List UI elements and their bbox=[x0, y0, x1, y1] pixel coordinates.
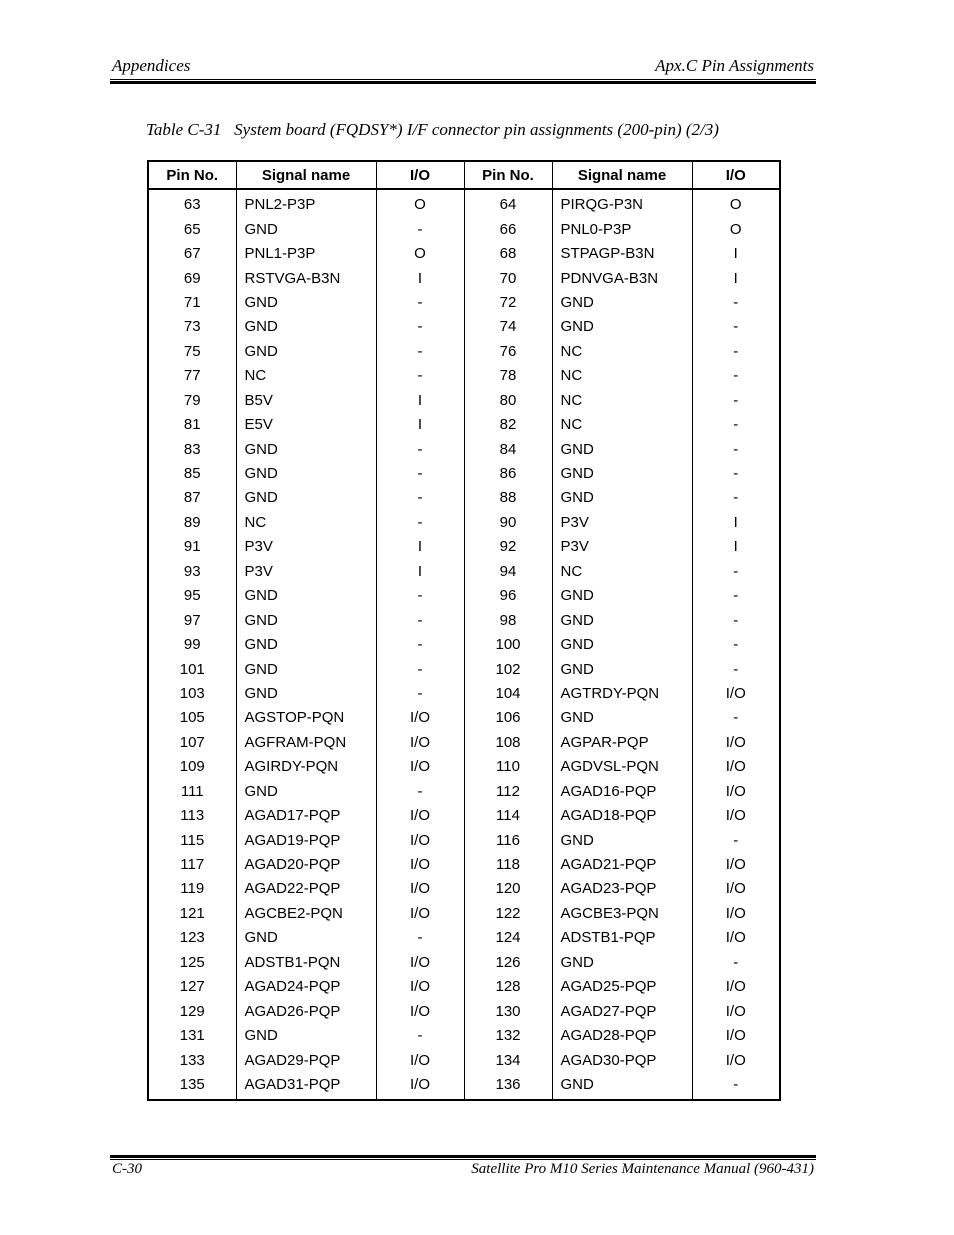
pin-number-cell: 103 bbox=[179, 684, 205, 702]
signal-name-cell: GND bbox=[552, 584, 692, 608]
pin-number-cell: 122 bbox=[464, 902, 552, 926]
pin-number-cell: 128 bbox=[464, 975, 552, 999]
pin-number-cell: 106 bbox=[464, 706, 552, 730]
pin-number-cell: 65 bbox=[183, 220, 201, 238]
pin-number-cell: 89 bbox=[183, 513, 201, 531]
signal-name-cell: GND bbox=[552, 951, 692, 975]
pin-number-cell: 127 bbox=[179, 978, 205, 996]
io-cell: - bbox=[692, 486, 780, 510]
pin-number-cell: 126 bbox=[464, 951, 552, 975]
pin-number-cell: 121 bbox=[179, 904, 205, 922]
signal-name-cell: RSTVGA-B3N bbox=[236, 266, 376, 290]
io-cell: - bbox=[692, 560, 780, 584]
table-row bbox=[148, 951, 780, 975]
io-cell: I/O bbox=[376, 877, 464, 901]
io-cell: I/O bbox=[692, 853, 780, 877]
table-row bbox=[148, 902, 780, 926]
pin-number-cell: 81 bbox=[183, 416, 201, 434]
pin-number-cell: 124 bbox=[464, 926, 552, 950]
signal-name-cell: AGPAR-PQP bbox=[552, 731, 692, 755]
table-row bbox=[148, 828, 780, 852]
table-body bbox=[148, 189, 780, 1100]
signal-name-cell: GND bbox=[552, 828, 692, 852]
io-cell: I/O bbox=[376, 804, 464, 828]
signal-name-cell: GND bbox=[552, 291, 692, 315]
io-cell: - bbox=[692, 364, 780, 388]
signal-name-cell: AGIRDY-PQN bbox=[236, 755, 376, 779]
table-row bbox=[148, 389, 780, 413]
column-header-pin-no: Pin No. bbox=[148, 161, 236, 189]
signal-name-cell: AGAD30-PQP bbox=[552, 1048, 692, 1072]
signal-name-cell: GND bbox=[236, 437, 376, 461]
io-cell: I/O bbox=[692, 975, 780, 999]
header-rule bbox=[110, 79, 816, 84]
signal-name-cell: AGAD23-PQP bbox=[552, 877, 692, 901]
io-cell: I/O bbox=[376, 1048, 464, 1072]
signal-name-cell: AGAD25-PQP bbox=[552, 975, 692, 999]
signal-name-cell: GND bbox=[552, 633, 692, 657]
table-row bbox=[148, 291, 780, 315]
pin-number-cell: 118 bbox=[464, 853, 552, 877]
column-header-signal-name: Signal name bbox=[236, 161, 376, 189]
pin-number-cell: 131 bbox=[179, 1027, 205, 1045]
signal-name-cell: P3V bbox=[236, 560, 376, 584]
signal-name-cell: GND bbox=[236, 1024, 376, 1048]
signal-name-cell: PDNVGA-B3N bbox=[552, 266, 692, 290]
pin-number-cell: 69 bbox=[183, 269, 201, 287]
signal-name-cell: GND bbox=[552, 657, 692, 681]
io-cell: - bbox=[692, 389, 780, 413]
table-row bbox=[148, 462, 780, 486]
io-cell: - bbox=[692, 706, 780, 730]
io-cell: I/O bbox=[692, 804, 780, 828]
signal-name-cell: GND bbox=[236, 780, 376, 804]
page-number: C-30 bbox=[112, 1161, 142, 1177]
pin-number-cell: 87 bbox=[183, 489, 201, 507]
signal-name-cell: GND bbox=[236, 633, 376, 657]
pin-number-cell: 75 bbox=[183, 342, 201, 360]
signal-name-cell: AGAD19-PQP bbox=[236, 828, 376, 852]
pin-number-cell: 132 bbox=[464, 1024, 552, 1048]
io-cell: - bbox=[692, 413, 780, 437]
signal-name-cell: AGTRDY-PQN bbox=[552, 682, 692, 706]
signal-name-cell: GND bbox=[552, 315, 692, 339]
pin-number-cell: 134 bbox=[464, 1048, 552, 1072]
table-row bbox=[148, 486, 780, 510]
pin-number-cell: 79 bbox=[183, 391, 201, 409]
pin-number-cell: 64 bbox=[464, 189, 552, 217]
io-cell: - bbox=[692, 291, 780, 315]
io-cell: - bbox=[376, 437, 464, 461]
table-row bbox=[148, 189, 780, 217]
io-cell: I/O bbox=[692, 1024, 780, 1048]
table-row bbox=[148, 1073, 780, 1100]
io-cell: I/O bbox=[376, 975, 464, 999]
signal-name-cell: NC bbox=[236, 511, 376, 535]
io-cell: - bbox=[692, 584, 780, 608]
pin-number-cell: 109 bbox=[179, 758, 205, 776]
pin-number-cell: 80 bbox=[464, 389, 552, 413]
signal-name-cell: ADSTB1-PQP bbox=[552, 926, 692, 950]
table-row bbox=[148, 731, 780, 755]
column-header-signal-name: Signal name bbox=[552, 161, 692, 189]
pin-number-cell: 97 bbox=[183, 611, 201, 629]
io-cell: - bbox=[376, 1024, 464, 1048]
io-cell: I/O bbox=[376, 999, 464, 1023]
table-row bbox=[148, 1048, 780, 1072]
io-cell: I bbox=[692, 242, 780, 266]
signal-name-cell: STPAGP-B3N bbox=[552, 242, 692, 266]
pin-number-cell: 83 bbox=[183, 440, 201, 458]
column-header-io: I/O bbox=[376, 161, 464, 189]
signal-name-cell: AGAD18-PQP bbox=[552, 804, 692, 828]
pin-number-cell: 102 bbox=[464, 657, 552, 681]
io-cell: - bbox=[376, 682, 464, 706]
pin-number-cell: 82 bbox=[464, 413, 552, 437]
io-cell: I/O bbox=[692, 755, 780, 779]
signal-name-cell: GND bbox=[236, 682, 376, 706]
io-cell: - bbox=[376, 486, 464, 510]
column-header-io: I/O bbox=[692, 161, 780, 189]
signal-name-cell: GND bbox=[236, 217, 376, 241]
pin-number-cell: 95 bbox=[183, 587, 201, 605]
pin-number-cell: 107 bbox=[179, 733, 205, 751]
pin-number-cell: 90 bbox=[464, 511, 552, 535]
io-cell: - bbox=[692, 633, 780, 657]
table-header-row bbox=[148, 161, 780, 189]
io-cell: - bbox=[692, 340, 780, 364]
signal-name-cell: GND bbox=[236, 608, 376, 632]
signal-name-cell: AGAD24-PQP bbox=[236, 975, 376, 999]
table-row bbox=[148, 217, 780, 241]
signal-name-cell: PIRQG-P3N bbox=[552, 189, 692, 217]
pin-number-cell: 98 bbox=[464, 608, 552, 632]
io-cell: I/O bbox=[692, 731, 780, 755]
io-cell: - bbox=[692, 437, 780, 461]
io-cell: I bbox=[376, 389, 464, 413]
pin-number-cell: 100 bbox=[464, 633, 552, 657]
signal-name-cell: PNL2-P3P bbox=[236, 189, 376, 217]
signal-name-cell: AGAD20-PQP bbox=[236, 853, 376, 877]
io-cell: - bbox=[692, 608, 780, 632]
io-cell: - bbox=[376, 462, 464, 486]
io-cell: I/O bbox=[376, 951, 464, 975]
pin-number-cell: 117 bbox=[180, 856, 205, 874]
signal-name-cell: GND bbox=[552, 1073, 692, 1100]
pin-number-cell: 113 bbox=[180, 807, 205, 825]
table-row bbox=[148, 340, 780, 364]
signal-name-cell: GND bbox=[552, 462, 692, 486]
signal-name-cell: NC bbox=[552, 560, 692, 584]
signal-name-cell: GND bbox=[552, 706, 692, 730]
signal-name-cell: GND bbox=[236, 657, 376, 681]
signal-name-cell: P3V bbox=[552, 535, 692, 559]
pin-number-cell: 67 bbox=[183, 245, 201, 263]
signal-name-cell: AGAD16-PQP bbox=[552, 780, 692, 804]
pin-number-cell: 88 bbox=[464, 486, 552, 510]
io-cell: I/O bbox=[692, 1048, 780, 1072]
pin-number-cell: 116 bbox=[464, 828, 552, 852]
io-cell: - bbox=[692, 951, 780, 975]
pin-number-cell: 123 bbox=[179, 929, 205, 947]
signal-name-cell: GND bbox=[236, 462, 376, 486]
table-row bbox=[148, 755, 780, 779]
pin-number-cell: 86 bbox=[464, 462, 552, 486]
pin-number-cell: 96 bbox=[464, 584, 552, 608]
pin-number-cell: 63 bbox=[183, 196, 201, 214]
io-cell: - bbox=[376, 217, 464, 241]
io-cell: - bbox=[376, 608, 464, 632]
pin-number-cell: 108 bbox=[464, 731, 552, 755]
io-cell: - bbox=[376, 633, 464, 657]
pin-number-cell: 135 bbox=[179, 1075, 205, 1093]
pin-number-cell: 130 bbox=[464, 999, 552, 1023]
io-cell: I/O bbox=[376, 731, 464, 755]
signal-name-cell: GND bbox=[552, 608, 692, 632]
signal-name-cell: AGAD27-PQP bbox=[552, 999, 692, 1023]
pin-number-cell: 78 bbox=[464, 364, 552, 388]
signal-name-cell: AGAD21-PQP bbox=[552, 853, 692, 877]
pin-number-cell: 105 bbox=[179, 709, 205, 727]
table-row bbox=[148, 1024, 780, 1048]
pin-number-cell: 110 bbox=[464, 755, 552, 779]
pin-number-cell: 104 bbox=[464, 682, 552, 706]
io-cell: - bbox=[376, 926, 464, 950]
pin-number-cell: 66 bbox=[464, 217, 552, 241]
pin-number-cell: 77 bbox=[183, 367, 201, 385]
io-cell: O bbox=[376, 242, 464, 266]
signal-name-cell: GND bbox=[236, 584, 376, 608]
io-cell: - bbox=[376, 340, 464, 364]
table-row bbox=[148, 242, 780, 266]
table-caption: Table C-31 System board (FQDSY*) I/F connector pin assignments (200-pin) (2/3) bbox=[146, 120, 719, 139]
pin-number-cell: 125 bbox=[179, 953, 205, 971]
io-cell: - bbox=[376, 511, 464, 535]
pin-number-cell: 84 bbox=[464, 437, 552, 461]
pin-number-cell: 73 bbox=[183, 318, 201, 336]
table-row bbox=[148, 560, 780, 584]
table-row bbox=[148, 682, 780, 706]
pin-number-cell: 99 bbox=[183, 636, 201, 654]
signal-name-cell: AGAD22-PQP bbox=[236, 877, 376, 901]
signal-name-cell: NC bbox=[552, 340, 692, 364]
pin-number-cell: 72 bbox=[464, 291, 552, 315]
signal-name-cell: NC bbox=[552, 364, 692, 388]
signal-name-cell: PNL1-P3P bbox=[236, 242, 376, 266]
io-cell: I/O bbox=[692, 926, 780, 950]
io-cell: I bbox=[376, 535, 464, 559]
signal-name-cell: AGSTOP-PQN bbox=[236, 706, 376, 730]
signal-name-cell: P3V bbox=[236, 535, 376, 559]
signal-name-cell: AGCBE2-PQN bbox=[236, 902, 376, 926]
signal-name-cell: AGAD29-PQP bbox=[236, 1048, 376, 1072]
io-cell: I bbox=[692, 266, 780, 290]
io-cell: I bbox=[376, 560, 464, 584]
signal-name-cell: AGAD17-PQP bbox=[236, 804, 376, 828]
io-cell: I bbox=[376, 413, 464, 437]
pin-number-cell: 133 bbox=[179, 1051, 205, 1069]
signal-name-cell: GND bbox=[552, 486, 692, 510]
pin-number-cell: 114 bbox=[464, 804, 552, 828]
io-cell: - bbox=[692, 462, 780, 486]
signal-name-cell: AGAD28-PQP bbox=[552, 1024, 692, 1048]
pin-number-cell: 111 bbox=[180, 782, 204, 800]
table-row bbox=[148, 535, 780, 559]
signal-name-cell: B5V bbox=[236, 389, 376, 413]
pin-number-cell: 136 bbox=[464, 1073, 552, 1100]
io-cell: O bbox=[692, 189, 780, 217]
signal-name-cell: AGAD31-PQP bbox=[236, 1073, 376, 1100]
pin-number-cell: 92 bbox=[464, 535, 552, 559]
header-chapter-title: Apx.C Pin Assignments bbox=[655, 56, 814, 75]
pin-number-cell: 70 bbox=[464, 266, 552, 290]
signal-name-cell: GND bbox=[236, 926, 376, 950]
column-header-pin-no: Pin No. bbox=[464, 161, 552, 189]
pin-number-cell: 129 bbox=[179, 1002, 205, 1020]
signal-name-cell: GND bbox=[236, 291, 376, 315]
table-row bbox=[148, 853, 780, 877]
io-cell: I bbox=[376, 266, 464, 290]
table-row bbox=[148, 315, 780, 339]
signal-name-cell: NC bbox=[552, 413, 692, 437]
table-row bbox=[148, 975, 780, 999]
table-row bbox=[148, 413, 780, 437]
pin-number-cell: 120 bbox=[464, 877, 552, 901]
table-row bbox=[148, 780, 780, 804]
pin-assignment-table bbox=[147, 160, 781, 1101]
io-cell: I/O bbox=[376, 706, 464, 730]
io-cell: I bbox=[692, 511, 780, 535]
table-row bbox=[148, 584, 780, 608]
io-cell: - bbox=[692, 828, 780, 852]
io-cell: I bbox=[692, 535, 780, 559]
table-row bbox=[148, 608, 780, 632]
table-row bbox=[148, 657, 780, 681]
pin-number-cell: 68 bbox=[464, 242, 552, 266]
io-cell: - bbox=[692, 1073, 780, 1100]
table-row bbox=[148, 877, 780, 901]
pin-number-cell: 101 bbox=[179, 660, 205, 678]
manual-title: Satellite Pro M10 Series Maintenance Manual (960-431) bbox=[471, 1161, 814, 1177]
pin-number-cell: 74 bbox=[464, 315, 552, 339]
pin-number-cell: 85 bbox=[183, 465, 201, 483]
pin-number-cell: 119 bbox=[180, 880, 205, 898]
signal-name-cell: GND bbox=[236, 486, 376, 510]
table-row bbox=[148, 926, 780, 950]
signal-name-cell: GND bbox=[236, 340, 376, 364]
table-row bbox=[148, 706, 780, 730]
pin-number-cell: 112 bbox=[464, 780, 552, 804]
signal-name-cell: ADSTB1-PQN bbox=[236, 951, 376, 975]
io-cell: I/O bbox=[376, 1073, 464, 1100]
io-cell: I/O bbox=[376, 853, 464, 877]
footer-rule bbox=[110, 1155, 816, 1160]
io-cell: - bbox=[376, 584, 464, 608]
signal-name-cell: GND bbox=[236, 315, 376, 339]
io-cell: O bbox=[692, 217, 780, 241]
signal-name-cell: P3V bbox=[552, 511, 692, 535]
io-cell: O bbox=[376, 189, 464, 217]
io-cell: - bbox=[376, 315, 464, 339]
signal-name-cell: NC bbox=[236, 364, 376, 388]
signal-name-cell: PNL0-P3P bbox=[552, 217, 692, 241]
io-cell: I/O bbox=[376, 755, 464, 779]
table-row bbox=[148, 511, 780, 535]
table-row bbox=[148, 266, 780, 290]
io-cell: I/O bbox=[376, 902, 464, 926]
io-cell: - bbox=[376, 780, 464, 804]
pin-number-cell: 94 bbox=[464, 560, 552, 584]
pin-number-cell: 93 bbox=[183, 562, 201, 580]
io-cell: I/O bbox=[376, 828, 464, 852]
io-cell: - bbox=[376, 291, 464, 315]
pin-number-cell: 115 bbox=[180, 831, 205, 849]
table-row bbox=[148, 999, 780, 1023]
signal-name-cell: AGFRAM-PQN bbox=[236, 731, 376, 755]
pin-number-cell: 91 bbox=[183, 538, 201, 556]
table-row bbox=[148, 804, 780, 828]
signal-name-cell: AGAD26-PQP bbox=[236, 999, 376, 1023]
signal-name-cell: GND bbox=[552, 437, 692, 461]
header-section-title: Appendices bbox=[112, 56, 191, 75]
table-row bbox=[148, 633, 780, 657]
signal-name-cell: AGDVSL-PQN bbox=[552, 755, 692, 779]
pin-number-cell: 71 bbox=[183, 293, 201, 311]
table-row bbox=[148, 437, 780, 461]
signal-name-cell: NC bbox=[552, 389, 692, 413]
signal-name-cell: AGCBE3-PQN bbox=[552, 902, 692, 926]
io-cell: - bbox=[376, 364, 464, 388]
io-cell: I/O bbox=[692, 682, 780, 706]
io-cell: I/O bbox=[692, 999, 780, 1023]
io-cell: I/O bbox=[692, 877, 780, 901]
io-cell: I/O bbox=[692, 780, 780, 804]
signal-name-cell: E5V bbox=[236, 413, 376, 437]
pin-number-cell: 76 bbox=[464, 340, 552, 364]
io-cell: - bbox=[692, 657, 780, 681]
io-cell: - bbox=[376, 657, 464, 681]
table-row bbox=[148, 364, 780, 388]
io-cell: - bbox=[692, 315, 780, 339]
io-cell: I/O bbox=[692, 902, 780, 926]
